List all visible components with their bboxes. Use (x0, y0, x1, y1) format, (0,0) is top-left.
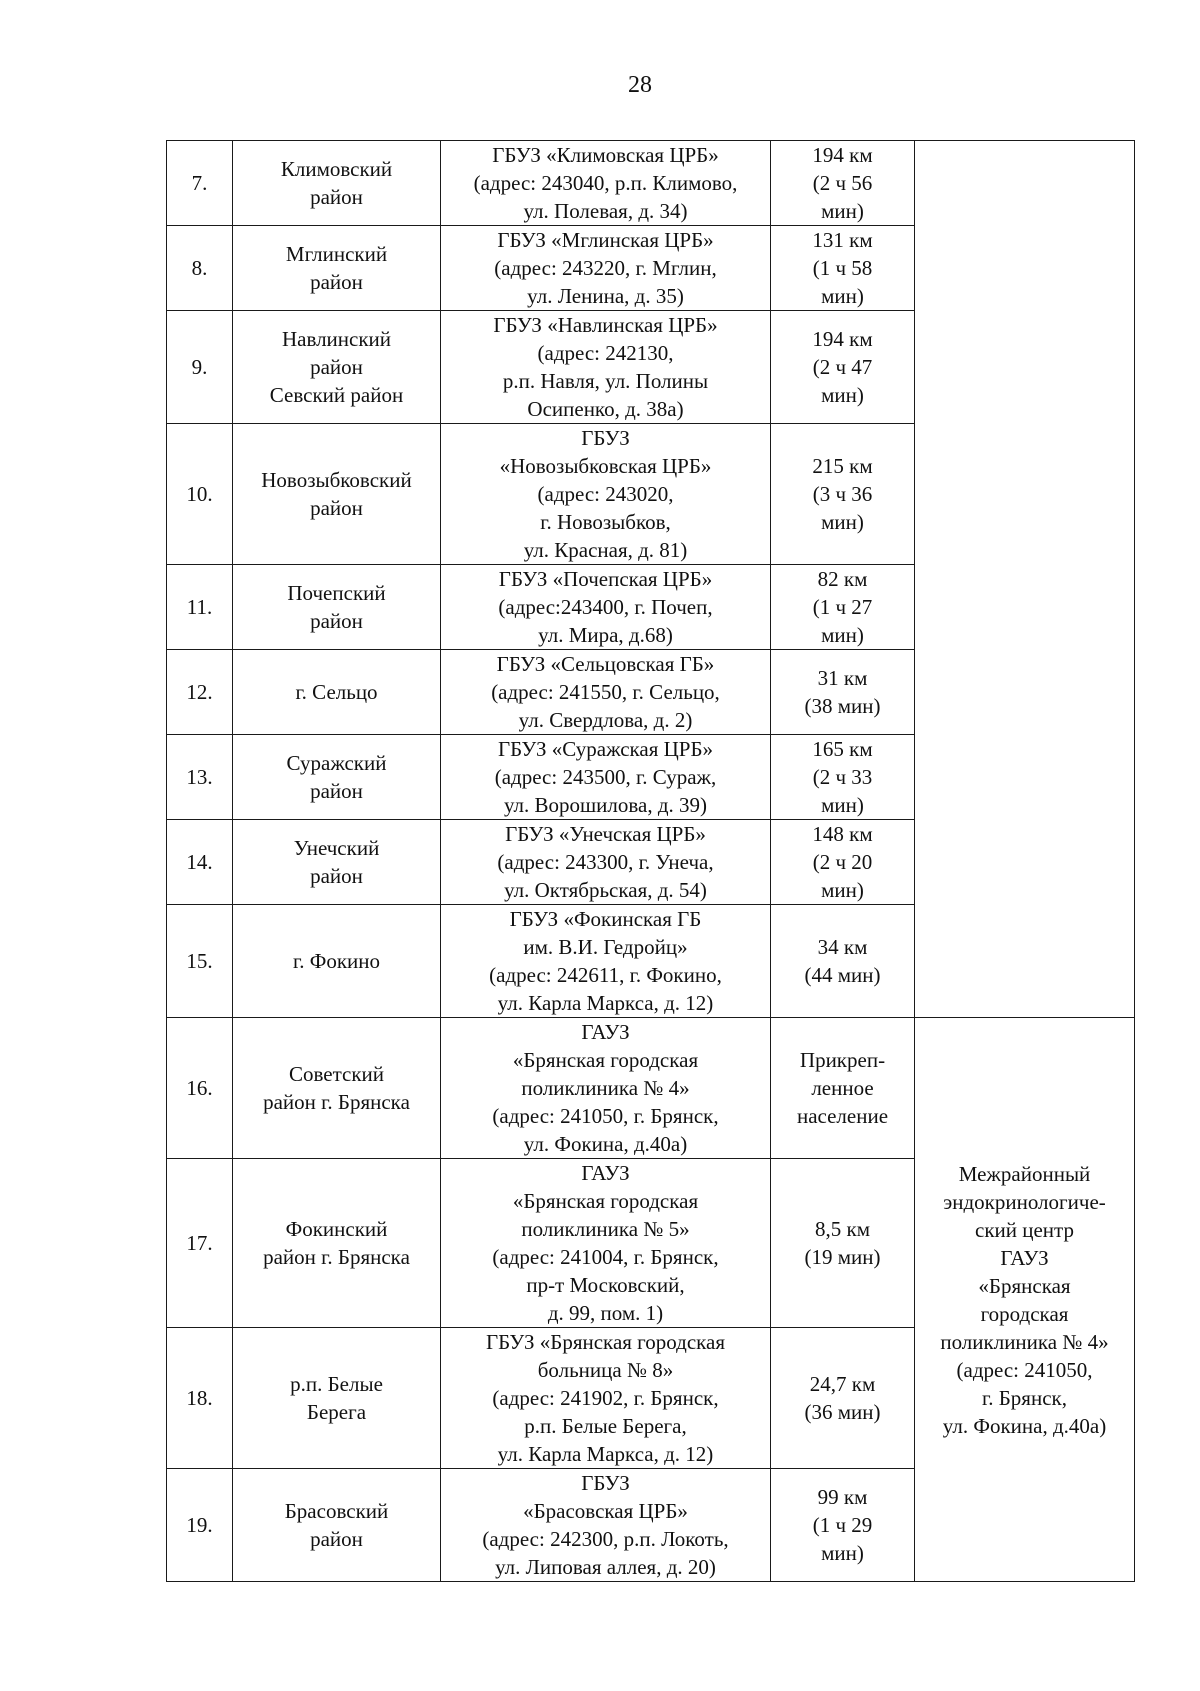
distance-line: 34 км (817, 935, 868, 959)
distance-line: 131 км (812, 228, 873, 252)
row-number: 14. (167, 820, 233, 905)
distance-line: (1 ч 58 (812, 256, 873, 280)
center-line: ский центр (975, 1217, 1074, 1242)
district-line: Унечский (293, 836, 380, 860)
district-cell (233, 311, 441, 424)
district-line: район (310, 270, 363, 294)
institution-line: ГБУЗ «Мглинская ЦРБ» (497, 228, 714, 252)
district-cell (233, 1469, 441, 1582)
institution-line: (адрес: 243040, р.п. Климово, (473, 171, 738, 195)
district-line: район г. Брянска (263, 1245, 410, 1269)
distance-line: (2 ч 56 (812, 171, 873, 195)
distance-cell (771, 1328, 915, 1469)
institution-line: ГБУЗ «Фокинская ГБ (509, 907, 702, 931)
institution-cell (441, 565, 771, 650)
center-line: эндокринологиче- (943, 1189, 1106, 1214)
district-line: район (310, 1527, 363, 1551)
distance-line: мин) (821, 199, 864, 223)
institution-line: ул. Свердлова, д. 2) (518, 708, 693, 732)
institution-line: ГБУЗ «Климовская ЦРБ» (492, 143, 719, 167)
distance-line: (2 ч 33 (812, 765, 873, 789)
district-line: район г. Брянска (263, 1090, 410, 1114)
district-line: район (310, 779, 363, 803)
institution-line: ул. Мира, д.68) (538, 623, 673, 647)
institution-line: (адрес:243400, г. Почеп, (498, 595, 713, 619)
distance-cell (771, 141, 915, 226)
district-line: район (310, 185, 363, 209)
district-line: р.п. Белые (290, 1372, 383, 1396)
institution-line: ул. Карла Маркса, д. 12) (497, 1442, 714, 1466)
row-number: 10. (167, 424, 233, 565)
institution-line: ГАУЗ (581, 1020, 630, 1044)
row-number: 16. (167, 1018, 233, 1159)
center-line: городская (980, 1301, 1069, 1326)
distance-line: мин) (821, 793, 864, 817)
distance-cell (771, 650, 915, 735)
district-cell (233, 735, 441, 820)
row-number: 13. (167, 735, 233, 820)
distance-line: (3 ч 36 (812, 482, 873, 506)
district-line: район (310, 864, 363, 888)
institution-cell (441, 226, 771, 311)
district-line: Суражский (286, 751, 387, 775)
distance-line: мин) (821, 510, 864, 534)
distance-line: (1 ч 27 (812, 595, 873, 619)
table-row (167, 141, 1135, 226)
institution-line: (адрес: 243500, г. Сураж, (494, 765, 717, 789)
district-line: Мглинский (285, 242, 388, 266)
district-line: Фокинский (285, 1217, 388, 1241)
distance-line: 194 км (812, 143, 873, 167)
institution-line: «Брасовская ЦРБ» (523, 1499, 688, 1523)
distance-line: 215 км (812, 454, 873, 478)
row-number: 8. (167, 226, 233, 311)
district-line: Новозыбковский (261, 468, 412, 492)
center-line: ул. Фокина, д.40а) (942, 1413, 1107, 1438)
institution-line: им. В.И. Гедройц» (523, 935, 688, 959)
row-number: 15. (167, 905, 233, 1018)
institution-line: ГБУЗ «Почепская ЦРБ» (498, 567, 713, 591)
institution-cell (441, 311, 771, 424)
distance-line: (36 мин) (804, 1400, 881, 1424)
institution-cell (441, 905, 771, 1018)
distance-line: (38 мин) (804, 694, 881, 718)
distance-line: население (796, 1104, 889, 1128)
distance-line: (19 мин) (804, 1245, 881, 1269)
institution-line: Осипенко, д. 38а) (527, 397, 684, 421)
district-line: Берега (306, 1400, 367, 1424)
institution-line: д. 99, пом. 1) (547, 1301, 664, 1325)
institution-line: ГБУЗ «Унечская ЦРБ» (505, 822, 706, 846)
district-cell (233, 226, 441, 311)
institution-line: (адрес: 241050, г. Брянск, (492, 1104, 719, 1128)
district-cell (233, 650, 441, 735)
institution-line: (адрес: 241550, г. Сельцо, (491, 680, 720, 704)
district-line: Севский район (269, 383, 404, 407)
district-cell (233, 141, 441, 226)
institution-cell (441, 820, 771, 905)
distance-line: 82 км (817, 567, 868, 591)
row-number: 11. (167, 565, 233, 650)
institution-line: г. Новозыбков, (540, 510, 671, 534)
institution-cell (441, 1018, 771, 1159)
institution-line: ул. Ленина, д. 35) (527, 284, 684, 308)
institution-cell (441, 141, 771, 226)
institution-line: ул. Фокина, д.40а) (523, 1132, 688, 1156)
row-number: 17. (167, 1159, 233, 1328)
institution-cell (441, 1469, 771, 1582)
institution-line: «Брянская городская (512, 1048, 699, 1072)
institution-line: ул. Ворошилова, д. 39) (503, 793, 708, 817)
row-number: 12. (167, 650, 233, 735)
institution-line: (адрес: 241902, г. Брянск, (492, 1386, 719, 1410)
district-line: Почепский (287, 581, 386, 605)
institution-line: ул. Карла Маркса, д. 12) (497, 991, 714, 1015)
center-line: (адрес: 241050, (956, 1357, 1093, 1382)
row-number: 7. (167, 141, 233, 226)
distance-line: мин) (821, 284, 864, 308)
institution-cell (441, 424, 771, 565)
institution-line: (адрес: 242300, р.п. Локоть, (482, 1527, 729, 1551)
distance-line: Прикреп- (799, 1048, 886, 1072)
distance-cell (771, 311, 915, 424)
institution-cell (441, 1159, 771, 1328)
district-line: Навлинский (281, 327, 392, 351)
institution-line: р.п. Навля, ул. Полины (502, 369, 709, 393)
endocrinology-center-cell (915, 1018, 1135, 1582)
row-number: 18. (167, 1328, 233, 1469)
institution-line: поликлиника № 5» (521, 1217, 690, 1241)
district-cell (233, 1328, 441, 1469)
distance-cell (771, 905, 915, 1018)
distance-line: (2 ч 20 (812, 850, 873, 874)
distance-cell (771, 1469, 915, 1582)
district-cell (233, 1159, 441, 1328)
distance-line: 148 км (812, 822, 873, 846)
table-row (167, 1018, 1135, 1159)
district-line: г. Сельцо (295, 680, 378, 704)
institution-cell (441, 1328, 771, 1469)
distance-line: 24,7 км (809, 1372, 876, 1396)
distance-cell (771, 424, 915, 565)
distance-cell (771, 1159, 915, 1328)
row-number: 19. (167, 1469, 233, 1582)
institution-line: ГБУЗ «Брянская городская (485, 1330, 726, 1354)
institution-line: (адрес: 242130, (537, 341, 674, 365)
institution-line: (адрес: 243300, г. Унеча, (497, 850, 714, 874)
distance-line: мин) (821, 1541, 864, 1565)
district-line: Советский (288, 1062, 385, 1086)
distance-line: 8,5 км (815, 1217, 870, 1241)
distance-line: (1 ч 29 (812, 1513, 873, 1537)
institution-line: (адрес: 243020, (537, 482, 674, 506)
page-number: 28 (628, 72, 652, 98)
institution-line: «Новозыбковская ЦРБ» (499, 454, 712, 478)
institution-line: ГБУЗ «Сельцовская ГБ» (496, 652, 715, 676)
district-cell (233, 820, 441, 905)
institution-line: ул. Липовая аллея, д. 20) (495, 1555, 716, 1579)
distance-line: мин) (821, 623, 864, 647)
district-line: район (310, 609, 363, 633)
institution-line: ГБУЗ (581, 426, 630, 450)
institution-line: ГБУЗ «Навлинская ЦРБ» (493, 313, 718, 337)
institution-line: ул. Красная, д. 81) (523, 538, 688, 562)
distance-cell (771, 226, 915, 311)
center-line: поликлиника № 4» (940, 1329, 1109, 1354)
institution-line: ГАУЗ (581, 1161, 630, 1185)
institution-cell (441, 650, 771, 735)
district-line: район (310, 355, 363, 379)
institution-line: больница № 8» (537, 1358, 674, 1382)
row-number: 9. (167, 311, 233, 424)
center-line: «Брянская (978, 1273, 1071, 1298)
institution-line: (адрес: 241004, г. Брянск, (492, 1245, 719, 1269)
institution-cell (441, 735, 771, 820)
center-line: ГАУЗ (1000, 1245, 1049, 1270)
district-cell (233, 565, 441, 650)
district-line: район (310, 496, 363, 520)
institution-line: пр-т Московский, (526, 1273, 685, 1297)
distance-cell (771, 735, 915, 820)
distance-cell (771, 565, 915, 650)
institution-line: р.п. Белые Берега, (524, 1414, 687, 1438)
district-cell (233, 424, 441, 565)
center-cell-empty (915, 141, 1135, 1018)
distance-cell (771, 820, 915, 905)
distance-line: 31 км (817, 666, 868, 690)
distance-cell (771, 1018, 915, 1159)
distance-line: (44 мин) (804, 963, 881, 987)
institutions-table (166, 140, 1135, 1582)
center-line: г. Брянск, (982, 1385, 1067, 1410)
distance-line: мин) (821, 383, 864, 407)
institution-line: (адрес: 242611, г. Фокино, (489, 963, 722, 987)
district-line: г. Фокино (292, 949, 380, 973)
center-line: Межрайонный (958, 1161, 1091, 1186)
institution-line: (адрес: 243220, г. Мглин, (494, 256, 717, 280)
distance-line: мин) (821, 878, 864, 902)
institution-line: ГБУЗ «Суражская ЦРБ» (497, 737, 714, 761)
distance-line: 165 км (812, 737, 873, 761)
district-cell (233, 1018, 441, 1159)
district-line: Климовский (280, 157, 393, 181)
district-line: Брасовский (284, 1499, 389, 1523)
distance-line: ленное (811, 1076, 874, 1100)
institution-line: ул. Полевая, д. 34) (523, 199, 688, 223)
institution-line: «Брянская городская (512, 1189, 699, 1213)
district-cell (233, 905, 441, 1018)
institution-line: ул. Октябрьская, д. 54) (504, 878, 707, 902)
distance-line: (2 ч 47 (812, 355, 873, 379)
distance-line: 194 км (812, 327, 873, 351)
institution-line: поликлиника № 4» (521, 1076, 690, 1100)
institution-line: ГБУЗ (581, 1471, 630, 1495)
distance-line: 99 км (817, 1485, 868, 1509)
